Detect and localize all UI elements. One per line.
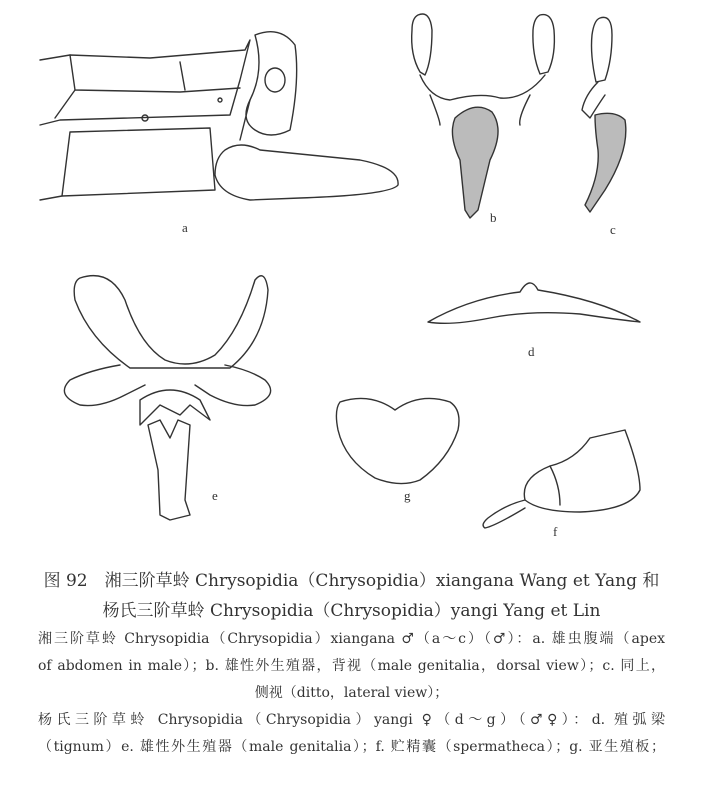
caption-title-line-1: 图 92 湘三阶草蛉 Chrysopidia（Chrysopidia）xiangana Wang et Yang 和 xyxy=(43,571,660,591)
drawing-d xyxy=(428,283,640,323)
panel-label-e: e xyxy=(212,488,218,503)
panel-label-a: a xyxy=(182,220,188,235)
caption-title-line-2: 杨氏三阶草蛉 Chrysopidia（Chrysopidia）yangi Yang et Lin xyxy=(102,601,601,621)
drawing-a xyxy=(40,32,398,200)
panel-label-b: b xyxy=(490,210,497,225)
panel-label-c: c xyxy=(610,222,616,237)
caption-line-4: of abdomen in male）；b. 雄性外生殖器，背视（male genitalia，dorsal view）；c. 同上， xyxy=(38,658,665,674)
drawing-e xyxy=(64,276,270,520)
panel-label-f: f xyxy=(553,524,558,539)
caption-line-3: 湘三阶草蛉 Chrysopidia（Chrysopidia）xiangana ♂（a～c）（♂）：a. 雄虫腹端（apex xyxy=(38,631,665,647)
drawing-g xyxy=(336,398,459,483)
caption-line-5: 侧视（ditto，lateral view）； xyxy=(254,685,449,701)
drawing-f xyxy=(483,430,640,528)
caption-line-7: （tignum）e. 雄性外生殖器（male genitalia）；f. 贮精囊（spermatheca）；g. 亚生殖板； xyxy=(38,739,665,755)
drawing-b xyxy=(412,14,555,218)
drawing-c xyxy=(582,17,626,212)
caption-line-6: 杨氏三阶草蛉 Chrysopidia（Chrysopidia）yangi ♀（d～g）（♂♀）：d. 殖弧梁 xyxy=(38,712,665,728)
panel-label-g: g xyxy=(404,488,411,503)
panel-label-d: d xyxy=(528,344,535,359)
figure-caption xyxy=(0,566,703,761)
